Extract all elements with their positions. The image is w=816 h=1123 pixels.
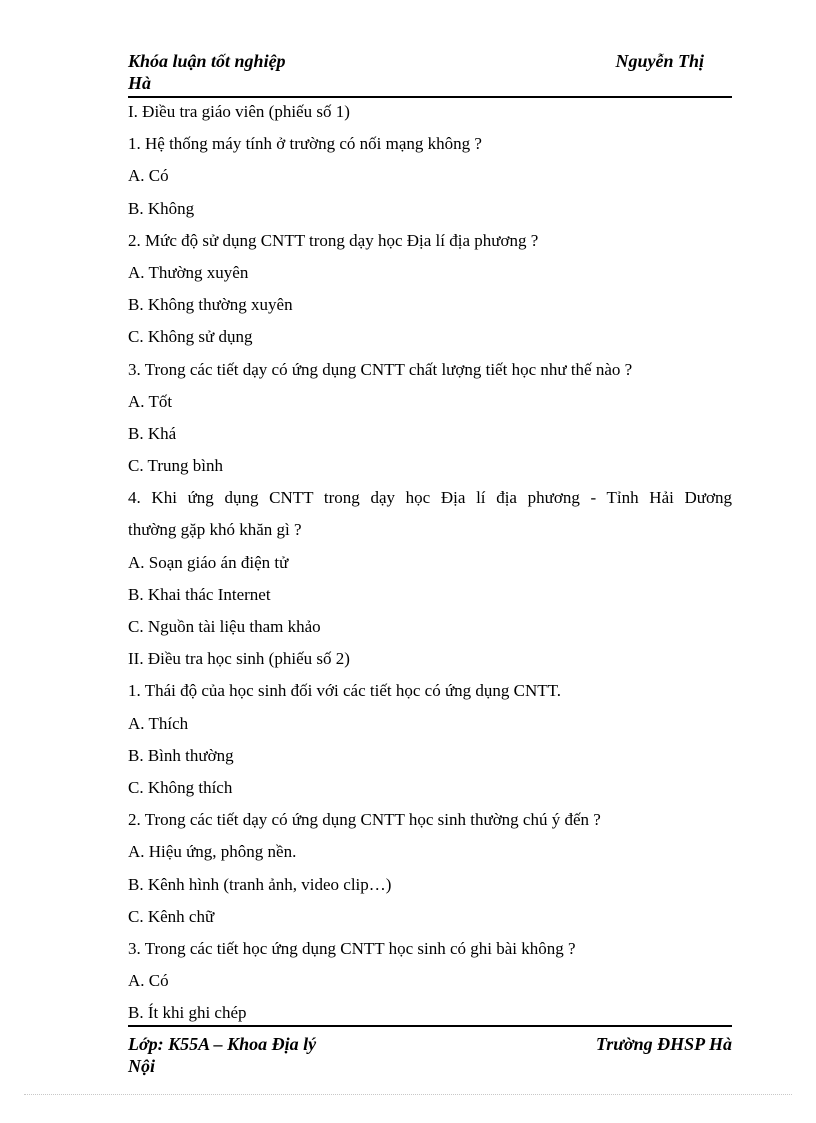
question-text: 2. Mức độ sử dụng CNTT trong dạy học Địa lí địa phương ?	[128, 230, 539, 250]
question-text: 1. Thái độ của học sinh đối với các tiết học có ứng dụng CNTT.	[128, 681, 562, 701]
page-body	[128, 96, 732, 1029]
answer-option: A. Hiệu ứng, phông nền.	[128, 842, 297, 862]
answer-option: A. Soạn giáo án điện tử	[128, 552, 289, 572]
page-header	[128, 50, 732, 98]
answer-option: A. Thích	[128, 713, 189, 733]
answer-option: B. Không	[128, 198, 195, 218]
answer-option: C. Trung bình	[128, 456, 223, 476]
answer-option: C. Nguồn tài liệu tham khảo	[128, 617, 321, 636]
page-edge-divider	[24, 1094, 792, 1095]
question-text-continued: thường gặp khó khăn gì ?	[128, 520, 302, 540]
question-text: 2. Trong các tiết dạy có ứng dụng CNTT học sinh thường chú ý đến ?	[128, 810, 601, 830]
footer-university: Trường ĐHSP Hà	[595, 1034, 732, 1054]
question-text: 3. Trong các tiết học ứng dụng CNTT học sinh có ghi bài không ?	[128, 938, 576, 958]
answer-option: A. Có	[128, 971, 169, 991]
answer-option: A. Tốt	[128, 391, 173, 411]
answer-option: B. Ít khi ghi chép	[128, 1003, 247, 1023]
footer-class-department: Lớp: K55A – Khoa Địa lý	[128, 1034, 317, 1054]
answer-option: C. Kênh chữ	[128, 906, 215, 926]
answer-option: B. Khá	[128, 423, 177, 443]
answer-option: C. Không sử dụng	[128, 327, 253, 347]
answer-option: B. Không thường xuyên	[128, 295, 293, 315]
answer-option: C. Không thích	[128, 777, 233, 797]
page-footer	[128, 1025, 732, 1079]
answer-option: A. Thường xuyên	[128, 262, 249, 282]
question-text: 4. Khi ứng dụng CNTT trong dạy học Địa lí địa phương - Tỉnh Hải Dương	[128, 488, 732, 508]
header-author-name: Nguyễn Thị	[615, 51, 704, 71]
answer-option: B. Bình thường	[128, 745, 234, 765]
question-text: 1. Hệ thống máy tính ở trường có nối mạng không ?	[128, 134, 482, 154]
footer-university-continued: Nội	[128, 1056, 155, 1076]
question-text: 3. Trong các tiết dạy có ứng dụng CNTT chất lượng tiết học như thế nào ?	[128, 359, 633, 379]
section-heading-students: II. Điều tra học sinh (phiếu số 2)	[128, 649, 350, 669]
answer-option: A. Có	[128, 166, 169, 186]
answer-option: B. Khai thác Internet	[128, 584, 271, 604]
header-author-name-continued: Hà	[128, 73, 152, 93]
header-thesis-title: Khóa luận tốt nghiệp	[128, 51, 286, 71]
section-heading-teachers: I. Điều tra giáo viên (phiếu số 1)	[128, 102, 350, 121]
answer-option: B. Kênh hình (tranh ảnh, video clip…)	[128, 874, 392, 894]
